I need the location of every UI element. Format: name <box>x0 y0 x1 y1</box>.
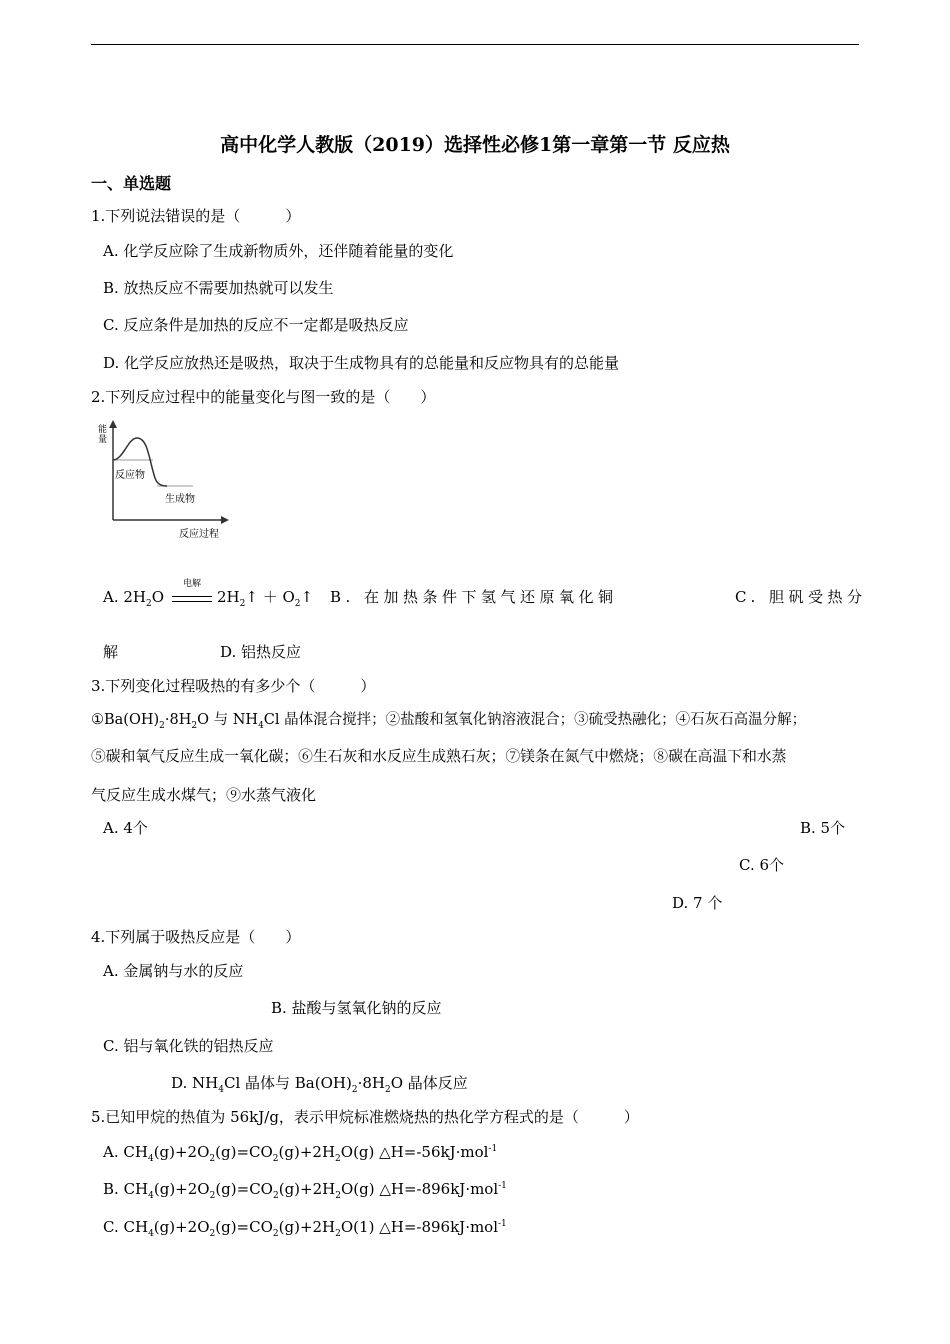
q4-option-b: B. 盐酸与氢氧化钠的反应 <box>271 999 442 1017</box>
q2-stem: 2.下列反应过程中的能量变化与图一致的是（ ） <box>91 388 436 406</box>
reaction-equal-sign <box>172 596 212 602</box>
q3-option-c: C. 6个 <box>739 856 785 874</box>
product-label: 生成物 <box>165 494 195 505</box>
page-title: 高中化学人教版（2019）选择性必修1第一章第一节 反应热 <box>220 134 730 156</box>
electrolysis-label: 电解 <box>182 579 201 589</box>
y-axis-label-2: 量 <box>98 435 108 445</box>
q2-option-c-continued: 解 <box>103 643 119 661</box>
q1-option-c: C. 反应条件是加热的反应不一定都是吸热反应 <box>103 316 409 334</box>
reactant-label: 反应物 <box>115 470 145 481</box>
q5-stem: 5.已知甲烷的热值为 56kJ/g，表示甲烷标准燃烧热的热化学方程式的是（ ） <box>91 1108 639 1126</box>
energy-diagram <box>93 420 233 545</box>
q3-text-line2: ⑤碳和氧气反应生成一氧化碳；⑥生石灰和水反应生成熟石灰；⑦镁条在氮气中燃烧；⑧碳在高温下和水蒸 <box>91 748 787 765</box>
q4-stem: 4.下列属于吸热反应是（ ） <box>91 928 301 946</box>
x-axis-arrow <box>221 516 229 524</box>
q1-option-a: A. 化学反应除了生成新物质外，还伴随着能量的变化 <box>103 242 454 260</box>
y-axis-label-1: 能 <box>98 425 108 435</box>
q1-option-b: B. 放热反应不需要加热就可以发生 <box>103 279 334 297</box>
q2-option-a: A. $2H_2O$ <box>103 588 165 609</box>
q2-option-a-products: $2H_2↑$ ＋ $O_2↑$ <box>217 588 314 609</box>
q3-text-line3: 气反应生成水煤气；⑨水蒸气液化 <box>91 786 317 804</box>
q4-option-a: A. 金属钠与水的反应 <box>103 962 244 980</box>
q4-option-d: D. $NH_4Cl$ 晶体与 $Ba(OH)_2\cdot 8H_2O$ 晶体反应 <box>171 1074 468 1095</box>
q4-option-c: C. 铝与氧化铁的铝热反应 <box>103 1037 274 1055</box>
y-axis-arrow <box>109 420 117 428</box>
q5-option-c: C. $CH_4(g)+2O_2(g)=CO_2(g)+2H_2O(1)$ △H=-896kJ·mol$^{-1}$ <box>103 1218 507 1239</box>
q3-stem: 3.下列变化过程吸热的有多少个（ ） <box>91 677 376 695</box>
x-axis-label: 反应过程 <box>179 529 219 540</box>
q1-stem: 1.下列说法错误的是（ ） <box>91 207 301 225</box>
q2-option-d: D. 铝热反应 <box>220 643 302 661</box>
q1-option-d: D. 化学反应放热还是吸热，取决于生成物具有的总能量和反应物具有的总能量 <box>103 354 620 372</box>
q3-option-b: B. 5个 <box>800 819 846 837</box>
q2-option-b: B. 在加热条件下氢气还原氧化铜 <box>330 588 618 606</box>
q5-option-a: A. $CH_4(g)+2O_2(g)=CO_2(g)+2H_2O(g)$ △H=-56kJ·mol$^{-1}$ <box>103 1143 498 1164</box>
q3-text-line1: $①Ba(OH)_2\cdot 8H_2O$ 与 $NH_4Cl$ 晶体混合搅拌；②盐酸和氢氧化钠溶液混合；③硫受热融化；④石灰石高温分解； <box>91 712 807 731</box>
q3-option-a: A. 4个 <box>103 819 148 837</box>
header-rule <box>91 44 859 45</box>
q5-option-b: B. $CH_4(g)+2O_2(g)=CO_2(g)+2H_2O(g)$ △H=-896kJ·mol$^{-1}$ <box>103 1180 507 1201</box>
section-heading: 一、单选题 <box>91 174 172 193</box>
q3-option-d: D. 7 个 <box>672 894 723 912</box>
q2-option-c: C. 胆矾受热分 <box>735 588 867 606</box>
